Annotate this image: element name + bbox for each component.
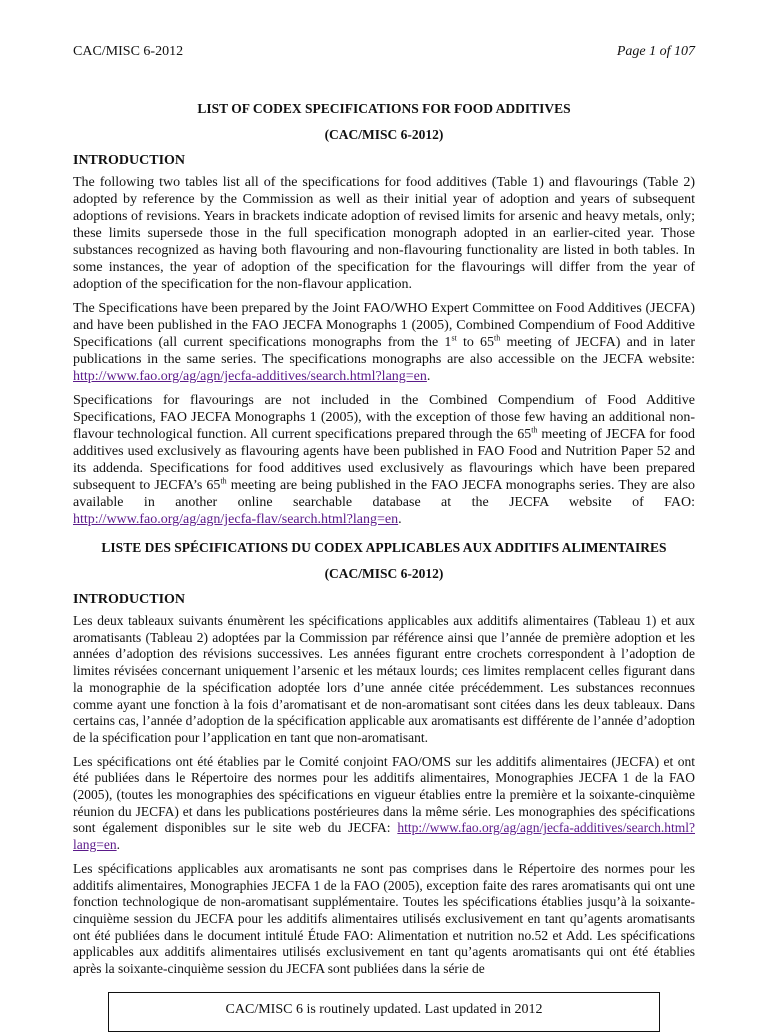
page-number: Page 1 of 107 <box>616 44 695 59</box>
update-notice-box <box>108 992 660 1032</box>
english-introduction-heading: INTRODUCTION <box>73 153 186 168</box>
french-subtitle: (CAC/MISC 6-2012) <box>324 566 444 581</box>
ordinal-suffix: st <box>451 333 457 343</box>
text-run: meeting of JECFA for food additives used exclusively as flavouring agents have been published in FAO Food and Nutrition Paper 52 and its addenda. Specifications for food additives used exclusively as flavourings which have been prepared subsequent to JECFA’s 65 <box>73 427 695 493</box>
english-paragraph-3 <box>73 392 695 528</box>
ordinal-suffix: th <box>531 425 538 435</box>
text-run: . <box>426 369 431 384</box>
english-subtitle: (CAC/MISC 6-2012) <box>324 127 444 142</box>
text-run: The Specifications have been prepared by the Joint FAO/WHO Expert Committee on Food Additives (JECFA) and have been published in the FAO JECFA Monographs 1 (2005), Combined Compendium of Food Additive Specifications (all current specifications monographs from the 1 <box>73 301 695 350</box>
text-run: to 65 <box>456 335 495 350</box>
ordinal-suffix: th <box>220 476 227 486</box>
text-run: Les spécifications ont été établies par le Comité conjoint FAO/OMS sur les additifs alimentaires (JECFA) et ont été publiées dans le Répertoire des normes pour les additifs alimentaires, Monographies JECFA 1 de la FAO (2005), (toutes les monographies des spécifications en vigueur établies entre la première et la soixante-cinquième réunion du JECFA) et dans les publications postérieures dans la même série. Les monographies des spécifications sont également disponibles sur le site web du JECFA: <box>73 753 695 836</box>
french-paragraph-1: Les deux tableaux suivants énumèrent les spécifications applicables aux additifs alimentaires (Tableau 1) et aux aromatisants (Tableau 2) adoptées par la Commission par référence ainsi que l’année de première adoption et les années d’adoption des révisions successives. Les années figurant entre crochets correspondent à l’adoption de limites révisées concernant uniquement l’arsenic et les métaux lourds; ces limites remplacent celles figurant dans la monographie de la spécification adoptée lors d’une année citée précédemment. Les substances reconnues comme ayant une fonction à la fois d’aromatisant et de non-aromatisant sont citées dans les deux tableaux. Dans certains cas, l’année d’adoption de la spécification applicable aux aromatisants est différente de l’année d’adoption de la spécification pour l’application en tant que non-aromatisant. <box>73 613 695 745</box>
ordinal-suffix: th <box>494 333 501 343</box>
text-run: meeting are being published in the FAO JECFA monographs series. They are also available in another online searchable database at the JECFA website of FAO: <box>73 478 696 510</box>
jecfa-additives-link[interactable]: http://www.fao.org/ag/agn/jecfa-additives/search.html?lang=en <box>73 369 427 384</box>
text-run: Specifications for flavourings are not included in the Combined Compendium of Food Additive Specifications, FAO JECFA Monographs 1 (2005), with the exception of those few having an additional non-flavour technological function. All current specifications prepared through the 65 <box>73 393 695 442</box>
document-body <box>73 99 695 985</box>
french-title: LISTE DES SPÉCIFICATIONS DU CODEX APPLICABLES AUX ADDITIFS ALIMENTAIRES <box>101 540 667 555</box>
french-paragraph-3: Les spécifications applicables aux aromatisants ne sont pas comprises dans le Répertoire des normes pour les additifs alimentaires, Monographies JECFA 1 de la FAO (2005), exception faite des rares aromatisants qui ont une fonction technologique de non-aromatisant supplémentaire. Toutes les spécifications établies jusqu’à la soixante-cinquième session du JECFA pour les additifs alimentaires utilisés exclusivement en tant qu’agents aromatisants ont été publiées dans le document intitulé Étude FAO: Alimentation et nutrition no.52 et Add. Les spécifications applicables aux additifs alimentaires utilisés exclusivement en tant qu’agents aromatisants qui ont été établies après la soixante-cinquième session du JECFA sont publiées dans la série de <box>73 860 695 977</box>
doc-id-header: CAC/MISC 6-2012 <box>73 44 184 59</box>
french-paragraph-2 <box>73 754 695 854</box>
english-paragraph-2 <box>73 300 695 385</box>
update-notice: CAC/MISC 6 is routinely updated. Last updated in 2012 <box>225 1002 543 1017</box>
jecfa-flav-link[interactable]: http://www.fao.org/ag/agn/jecfa-flav/search.html?lang=en <box>73 512 399 527</box>
text-run: . <box>116 837 120 853</box>
english-title: LIST OF CODEX SPECIFICATIONS FOR FOOD ADDITIVES <box>197 101 571 116</box>
english-paragraph-1: The following two tables list all of the specifications for food additives (Table 1) and flavourings (Table 2) adopted by reference by the Commission as well as their initial year of adoption and years of subsequent adoptions of revisions. Years in brackets indicate adoption of revised limits for arsenic and heavy metals, only; these limits supersede those in the full specification monograph adopted in an earlier-cited year. Those substances recognized as having both flavouring and non-flavouring functionality are listed in both tables. In some instances, the year of adoption of the specification for the flavourings will differ from the year of adoption of the specification for the non-flavour application. <box>73 175 695 292</box>
jecfa-additives-link-fr[interactable]: http://www.fao.org/ag/agn/jecfa-additives/search.html?lang=en <box>73 820 695 853</box>
text-run: . <box>398 512 402 527</box>
french-introduction-heading: INTRODUCTION <box>73 592 186 607</box>
text-run: meeting of JECFA) and in later publications in the same series. The specifications monographs are also accessible on the JECFA website: <box>73 335 695 367</box>
